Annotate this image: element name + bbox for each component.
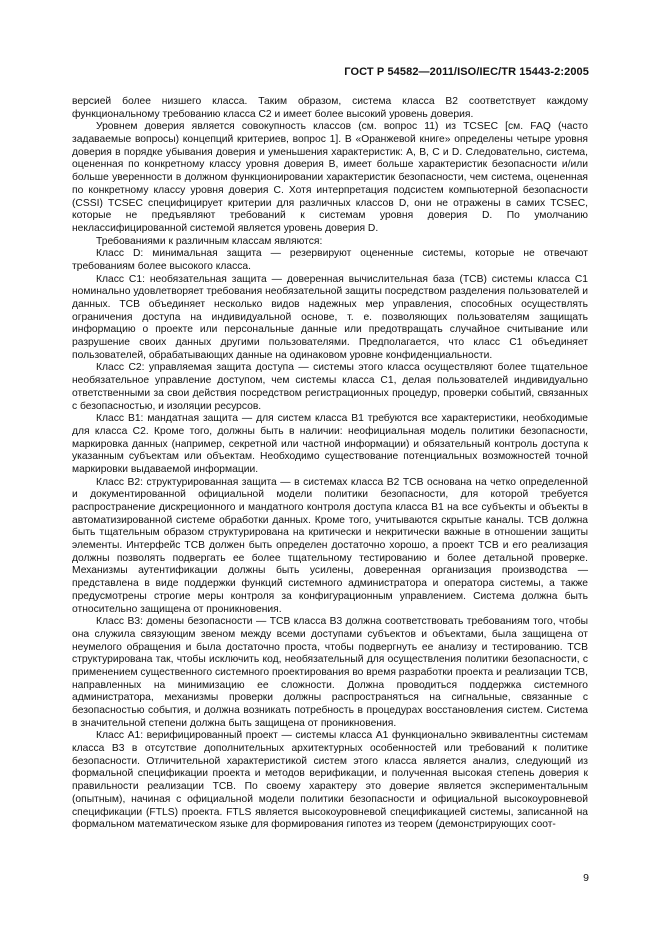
paragraph-class-b3: Класс В3: домены безопасности — ТСВ класса В3 должна соответствовать требованиям того, чтобы она служила связующим звеном между всеми доступами субъектов и объектами, была защищена от неумелого обращения и была достаточно проста, чтобы подвергнуть ее анализу и тестированию. ТСВ структурирована так, чтобы исключить код, необязательный для осуществления политики безопасности, с применением существенного системного проектирования во время разработки проекта и реализации ТСВ, направленных на минимизацию ее сложности. Должна проводиться поддержка системного администратора, механизмы проверки должны распространяться на сигнальные, связанные с безопасностью события, и должна возникать потребность в процедурах восстановления систем. Система в значительной степени должна быть защищена от проникновения. [72,616,588,729]
page-number: 9 [583,872,589,884]
paragraph-class-a1: Класс А1: верифицированный проект — системы класса А1 функционально эквивалентны системам класса В3 в отсутствие дополнительных архитектурных особенностей или требований к политике безопасности. Отличительной характеристикой систем этого класса является анализ, следующий из формальной спецификации проекта и методов верификации, и полученная высокая степень доверия к правильности реализации ТСВ. По своему характеру это доверие является экспериментальным (опытным), начиная с официальной модели политики безопасности и официальной высокоуровневой спецификации (FTLS) проекта. FTLS является высокоуровневой спецификацией системы, записанной на формальном математическом языке для формирования гипотез из теорем (демонстрирующих соот- [72,730,588,831]
paragraph-continuation: версией более низшего класса. Таким образом, система класса В2 соответствует каждому функциональному требованию класса С2 и имеет более высокий уровень доверия. [72,96,588,120]
paragraph-class-requirements-intro: Требованиями к различным классам являются: [96,235,323,247]
paragraph-trust-levels: Уровнем доверия является совокупность классов (см. вопрос 11) из TCSEC [см. FAQ (часто задаваемые вопросы) концепций критериев, вопрос 1]. В «Оранжевой книге» определены четыре уровня доверия в порядке убывания доверия и уменьшения характеристик: А, В, С и D. Следовательно, система, оцененная по конкретному классу уровня доверия В, имеет больше характеристик безопасности и/или больше уверенности в должном функционировании характеристик безопасности, чем система, оцененная по конкретному классу уровня доверия С. Хотя интерпретация подсистем компьютерной безопасности (CSSI) TCSEC специфицирует критерии для различных классов D, они не отражены в самих TCSEC, которые не предъявляют требований к системам уровня доверия D. По умолчанию неклассифицированной системой является уровень доверия D. [72,121,588,234]
paragraph-class-c2: Класс С2: управляемая защита доступа — системы этого класса осуществляют более тщательное необязательное управление доступом, чем системы класса С1, делая пользователей индивидуально ответственными за свои действия посредством регистрационных процедур, проверки событий, связанных с безопасностью, и изоляции ресурсов. [72,362,588,412]
paragraph-class-d: Класс D: минимальная защита — резервируют оцененные системы, которые не отвечают требованиям более высокого класса. [72,248,588,272]
document-body [72,96,588,832]
paragraph-class-b2: Класс В2: структурированная защита — в системах класса В2 ТСВ основана на четко определенной и документированной официальной модели политики безопасности, для которой требуется распространение дискреционного и мандатного контроля доступа класса В1 на все субъекты и объекты в автоматизированной системе обработки данных. Кроме того, учитываются скрытые каналы. ТСВ должна быть тщательным образом структурирована на критически и некритически важные в отношении защиты элементы. Интерфейс ТСВ должен быть определен достаточно хорошо, а проект ТСВ и его реализация должны позволять подвергать ее более тщательному тестированию и более детальной проверке. Механизмы аутентификации должны быть усилены, доверенная организация производства — представлена в виде поддержки функций системного администратора и оператора системы, а также предусмотрены строгие меры контроля за конфигурационным управлением. Система должна быть относительно защищена от проникновения. [72,476,588,615]
standard-header: ГОСТ Р 54582—2011/ISO/IEC/TR 15443-2:2005 [344,66,589,78]
paragraph-class-b1: Класс В1: мандатная защита — для систем класса В1 требуются все характеристики, необходимые для класса С2. Кроме того, должны быть в наличии: неофициальная модель политики безопасности, маркировка данных (например, секретной или частной информации) и обязательный контроль доступа к указанным субъектам или объектам. Необходимо существование потенциальных возможностей точной маркировки выдаваемой информации. [72,413,588,475]
paragraph-class-c1: Класс С1: необязательная защита — доверенная вычислительная база (ТСВ) системы класса С1 номинально удовлетворяет требования необязательной защиты посредством разделения пользователей и данных. ТСВ объединяет несколько видов надежных мер управления, способных осуществлять ограничения доступа на индивидуальной основе, т. е. позволяющих пользователям защищать информацию о проекте или персональные данные или предотвращать случайное считывание или разрушение своих данных другими пользователями. Предполагается, что класс С1 объединяет пользователей, обрабатывающих данные на одинаковом уровне конфиденциальности. [72,273,588,361]
